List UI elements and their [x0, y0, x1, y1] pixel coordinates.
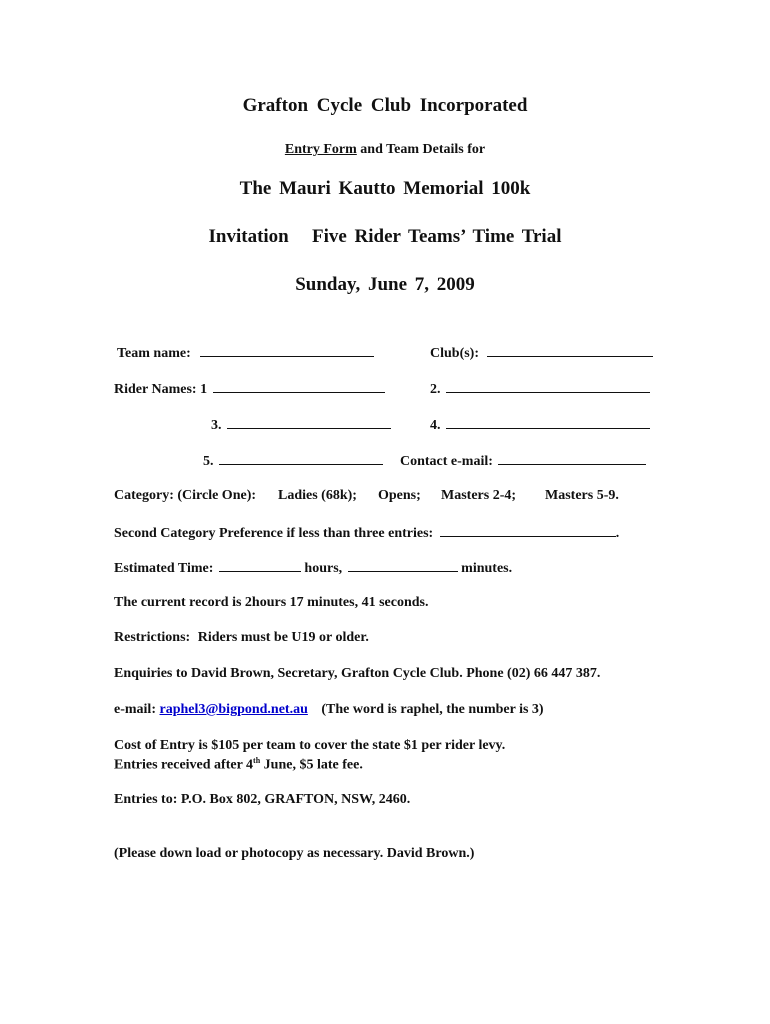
entries-to-text: Entries to: P.O. Box 802, GRAFTON, NSW, 2460.: [114, 792, 411, 807]
rider-names-label: Rider Names:: [114, 382, 197, 397]
restrictions-label: Restrictions:: [114, 630, 191, 645]
second-pref-row: [114, 524, 619, 542]
category-masters-2-4[interactable]: Masters 2-4;: [441, 488, 517, 503]
restrictions-text: Riders must be U19 or older.: [197, 630, 369, 645]
rider-2-row: [430, 380, 650, 398]
form-subtitle: [0, 142, 770, 158]
email-label: e-mail:: [114, 702, 156, 717]
contact-email-field[interactable]: [498, 452, 646, 465]
rider-3-number: 3.: [211, 418, 222, 433]
event-date: Sunday, June 7, 2009: [295, 274, 475, 295]
estimated-time-label: Estimated Time:: [114, 561, 214, 576]
category-masters-5-9[interactable]: Masters 5-9.: [545, 488, 619, 503]
entry-form-label: Entry Form: [284, 142, 357, 157]
hours-label: hours,: [304, 561, 343, 576]
minutes-field[interactable]: [348, 559, 458, 572]
enquiries-text: Enquiries to David Brown, Secretary, Grafton Cycle Club. Phone (02) 66 447 387.: [114, 666, 601, 681]
minutes-label: minutes.: [461, 561, 513, 576]
late-fee-text: [114, 756, 363, 774]
event-type: Invitation Five Rider Teams’ Time Trial: [208, 226, 562, 247]
footer-note: (Please down load or photocopy as necessary. David Brown.): [114, 846, 475, 861]
hours-field[interactable]: [219, 559, 301, 572]
email-note: (The word is raphel, the number is 3): [321, 702, 544, 717]
rider-5-row: [203, 452, 383, 470]
rider-2-field[interactable]: [446, 380, 650, 393]
team-name-label: Team name:: [117, 346, 191, 361]
category-ladies[interactable]: Ladies (68k);: [278, 488, 357, 503]
rider-2-number: 2.: [430, 382, 441, 397]
estimated-time-row: [114, 559, 512, 577]
email-row: [114, 702, 544, 718]
rider-5-number: 5.: [203, 454, 214, 469]
second-pref-end: .: [615, 526, 620, 541]
category-label: Category: (Circle One):: [114, 488, 257, 503]
late-fee-sup: th: [253, 756, 261, 765]
clubs-row: [430, 344, 653, 362]
email-link[interactable]: raphel3@bigpond.net.au: [159, 702, 308, 717]
rider-3-field[interactable]: [227, 416, 391, 429]
restrictions-row: [114, 630, 369, 646]
category-opens[interactable]: Opens;: [378, 488, 421, 503]
rider-5-field[interactable]: [219, 452, 383, 465]
rider-1-number: 1: [200, 382, 208, 397]
rider-1-field[interactable]: [213, 380, 385, 393]
rider-4-number: 4.: [430, 418, 441, 433]
rider-4-field[interactable]: [446, 416, 650, 429]
second-pref-label: Second Category Preference if less than three entries:: [114, 526, 434, 541]
late-fee-post: June, $5 late fee.: [260, 757, 363, 773]
contact-email-row: [400, 452, 646, 470]
event-name: The Mauri Kautto Memorial 100k: [239, 178, 531, 199]
club-name: Grafton Cycle Club Incorporated: [242, 95, 528, 116]
rider-1-row: [114, 380, 385, 398]
clubs-label: Club(s):: [430, 346, 480, 361]
entry-form-rest: and Team Details for: [356, 142, 486, 157]
team-name-row: [117, 344, 374, 362]
team-name-field[interactable]: [200, 344, 374, 357]
late-fee-pre: Entries received after 4: [114, 757, 254, 773]
second-pref-field[interactable]: [440, 524, 616, 537]
cost-text: Cost of Entry is $105 per team to cover the state $1 per rider levy.: [114, 738, 506, 753]
rider-4-row: [430, 416, 650, 434]
rider-3-row: [211, 416, 391, 434]
clubs-field[interactable]: [487, 344, 653, 357]
record-text: The current record is 2hours 17 minutes, 41 seconds.: [114, 595, 429, 610]
contact-email-label: Contact e-mail:: [400, 454, 493, 469]
